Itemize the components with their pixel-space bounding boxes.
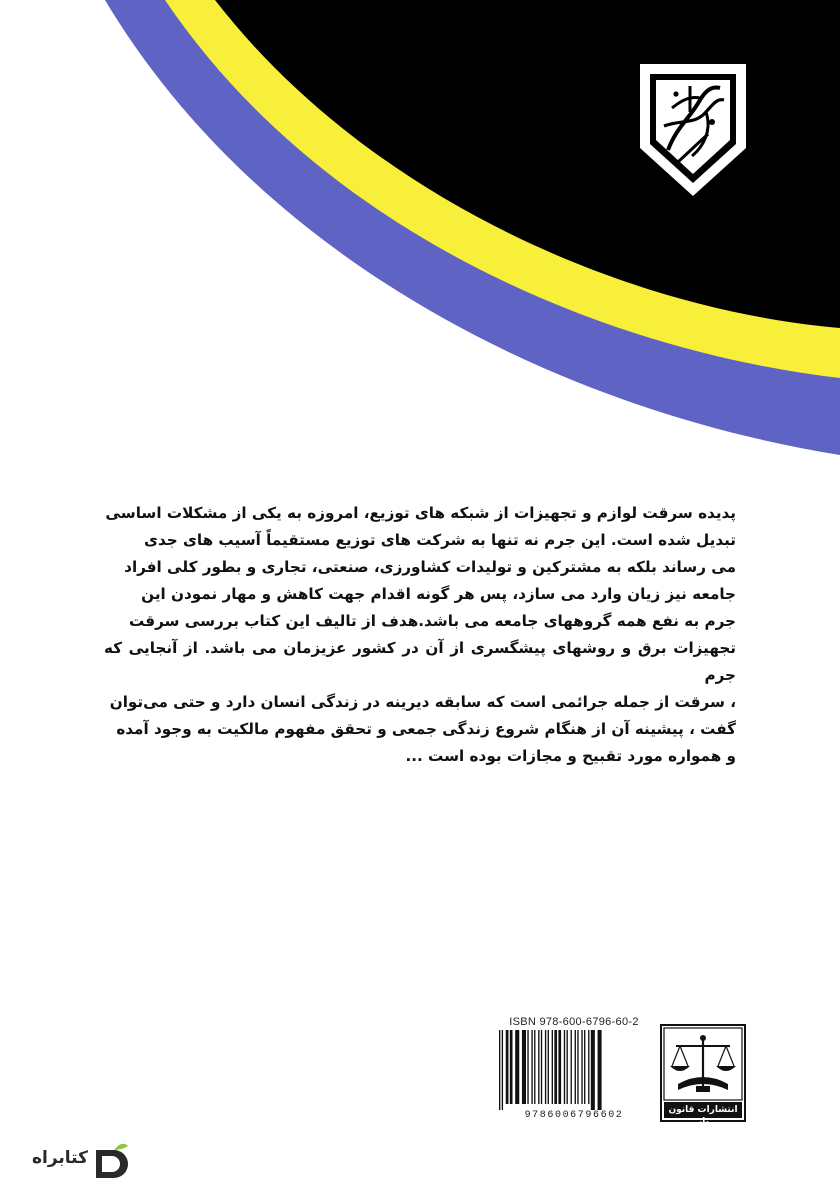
barcode-bar: [591, 1030, 595, 1110]
barcode-bars: [496, 1030, 652, 1110]
publisher-name: انتشارات قانون یار: [668, 1105, 738, 1127]
barcode-bar: [571, 1030, 572, 1104]
blurb-line: جرم به نفع همه گروههای جامعه می باشد.هدف از تالیف این کتاب بررسی سرقت: [129, 612, 736, 630]
barcode-bar: [531, 1030, 532, 1104]
barcode-bar: [598, 1030, 602, 1110]
barcode-bar: [545, 1030, 546, 1104]
barcode-bar: [522, 1030, 526, 1104]
publisher-logo: [660, 1024, 746, 1127]
kitabrah-watermark[interactable]: [28, 1138, 138, 1186]
barcode-block: [494, 1016, 750, 1127]
barcode-bar: [548, 1030, 549, 1104]
barcode-bar: [581, 1030, 582, 1104]
barcode-bar: [577, 1030, 578, 1104]
barcode-bar: [584, 1030, 585, 1104]
blurb-line: جامعه نیز زیان وارد می سازد، پس هر گونه اقدام جهت کاهش و مهار نمودن این: [141, 585, 736, 603]
blurb-line: تجهیزات برق و روشهای پیشگسری از آن در کشور عزیزمان می باشد. از آنجایی که جرم: [104, 639, 736, 684]
barcode-bar: [502, 1030, 503, 1110]
barcode-bar: [534, 1030, 535, 1104]
barcode-bar: [506, 1030, 509, 1104]
blurb-line: ، سرقت از جمله جرائمی است که سابقه دیرینه در زندگی انسان دارد و حتی می‌توان: [109, 693, 736, 711]
blurb-line: و همواره مورد تقبیح و مجازات بوده است ...: [405, 747, 736, 765]
blurb-line: می رساند بلکه به مشترکین و تولیدات کشاورزی، صنعتی، تجاری و بطور کلی افراد: [124, 558, 736, 576]
blurb-line: تبدیل شده است. این جرم نه تنها به شرکت های توزیع مستقیماً آسیب های جدی: [144, 531, 736, 549]
blurb-text: [104, 500, 736, 770]
barcode-bar: [527, 1030, 528, 1104]
barcode-digits: 9786006796602: [524, 1110, 624, 1121]
blurb-line: گفت ، پیشینه آن از هنگام شروع زندگی جمعی و تحقق مفهوم مالکیت به وجود آمده: [116, 720, 736, 738]
barcode-bar: [515, 1030, 519, 1104]
cover-art: [0, 0, 840, 480]
blurb-line: پدیده سرقت لوازم و تجهیزات از شبکه های توزیع، امروزه به یکی از مشکلات اساسی: [105, 504, 736, 522]
barcode-bar: [552, 1030, 553, 1104]
barcode-bar: [588, 1030, 589, 1104]
barcode-bar: [558, 1030, 561, 1104]
barcode-bar: [554, 1030, 557, 1104]
kitabrah-logo-icon: [90, 1140, 130, 1184]
kitabrah-brand: کتابراه: [31, 1148, 88, 1168]
barcode-bar: [510, 1030, 513, 1104]
barcode-bar: [499, 1030, 500, 1110]
barcode-bar: [541, 1030, 542, 1104]
barcode-bar: [575, 1030, 576, 1104]
barcode-bar: [538, 1030, 539, 1104]
barcode-bar: [567, 1030, 568, 1104]
isbn-label: ISBN 978-600-6796-60-2: [509, 1016, 639, 1028]
barcode-bar: [564, 1030, 565, 1104]
